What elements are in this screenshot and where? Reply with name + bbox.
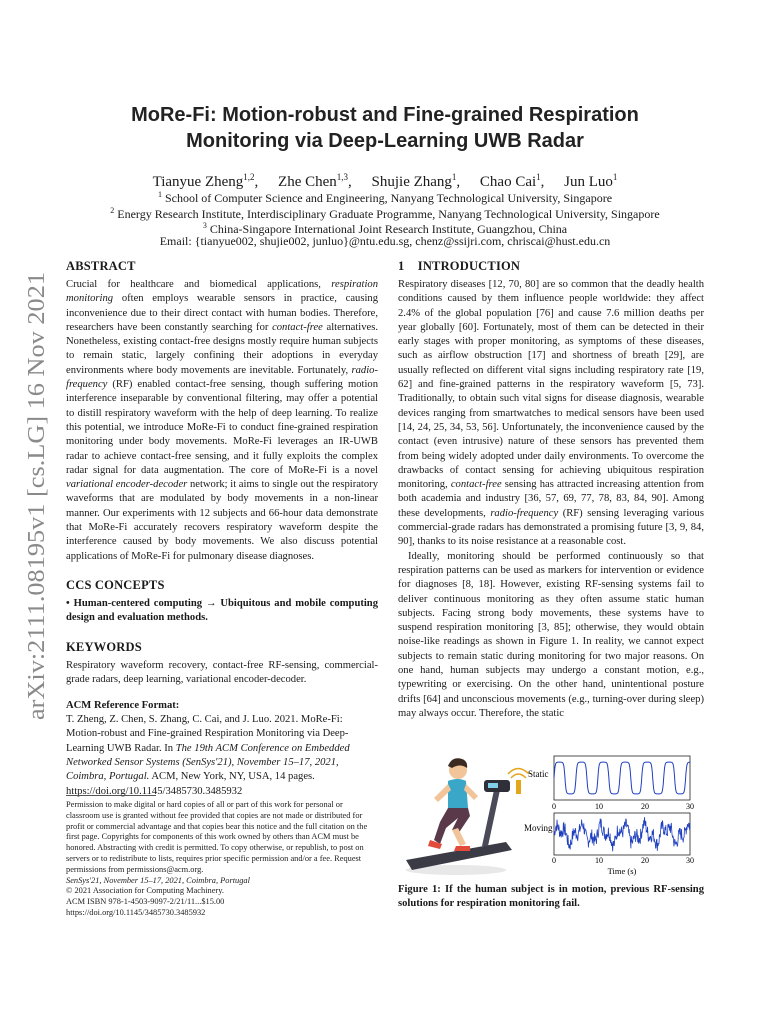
intro-paragraph-2: Ideally, monitoring should be performed continuously so that respiration patterns can be used as markers for intervention or evidence for diagnoses [8, 18]. However, existing RF-sensing systems fail to deliver continuous monitoring as they often assume static human subjects. Facing strong body movements, these systems have to suspend respiration monitoring [3, 85]; otherwise, they would obtain noise-like readings as shown in Figure 1. In reality, we cannot expect subjects to remain static during monitoring for two major reasons. On one hand, human subjects may undergo a constant motion, e.g., typewriting or exercising. On the other hand, unintentional posture drifts [64] and unconscious movements (e.g., turning-over during sleep) may always occur. Therefore, the static (398, 550, 704, 719)
text-run: often employs wearable sensors in practice, causing inconvenience due to their direct contact with human bodies. Therefore, researchers have been constantly searching for (66, 293, 378, 333)
author-name: Zhe Chen (278, 174, 337, 190)
isbn-line: ACM ISBN 978-1-4503-9097-2/21/11...$15.00 (66, 897, 225, 907)
author-affil-sup: 1,2 (243, 172, 255, 182)
figure-1-caption: Figure 1: If the human subject is in motion, previous RF-sensing solutions for respiration monitoring fail. (398, 884, 704, 909)
text-run: T. Zheng, Z. Chen, S. Zhang, C. Cai, and J. Luo. 2021. MoRe-Fi: Motion-robust and Fine-grained Respiration Monitoring via Deep-Learning UWB Radar. In (66, 714, 349, 754)
copyright-line: © 2021 Association for Computing Machinery. (66, 886, 224, 896)
affiliation-sup: 2 (110, 206, 115, 215)
x-axis-label: Time (s) (607, 866, 637, 876)
email-line: Email: {tianyue002, shujie002, junluo}@ntu.edu.sg, chenz@ssijri.com, chriscai@hust.edu.cn (159, 234, 611, 248)
runner-shoe-front (454, 846, 470, 851)
abstract-text (66, 278, 378, 564)
tick-label: 20 (641, 802, 649, 811)
author-name: Tianyue Zheng (152, 174, 244, 190)
acm-reference-heading: ACM Reference Format: (66, 700, 180, 712)
author: Shujie Zhang$^1$, (371, 172, 461, 190)
intro-paragraph-1 (398, 278, 704, 550)
affiliation-sup: 3 (202, 221, 207, 230)
runner-shin (452, 828, 466, 846)
author-affil-sup: 1,3 (336, 172, 349, 182)
affiliation-text: Energy Research Institute, Interdisciplinary Graduate Programme, Nanyang Technological University, Singapore (117, 207, 660, 221)
text-run-italic: contact-free (272, 321, 323, 333)
moving-label: Moving (524, 823, 553, 833)
paper-title (70, 102, 700, 154)
author: Tianyue Zheng$^{1,2}$, (152, 172, 259, 190)
text-run-italic: contact-free (450, 479, 502, 491)
text-run-italic: The 19th ACM Conference on Embedded Networked Sensor Systems (SenSys'21), November 15–17, 2021, Coimbra, Portugal. (66, 742, 350, 783)
tick-label: 0 (552, 802, 556, 811)
text-run-italic: respiration monitoring (66, 279, 378, 305)
text-run: (RF) sensing leveraging various commercial-grade radars has demonstrated a promising future [3, 9, 84, 90], thanks to its noise resistance at a reasonable cost. (398, 507, 704, 548)
tick-label: 0 (552, 856, 556, 865)
text-run-italic: radio-frequency (490, 507, 559, 519)
arxiv-stamp-svg (18, 268, 52, 723)
figure-1 (396, 750, 706, 880)
static-x-ticks (552, 802, 694, 811)
treadmill-runner-illustration (406, 758, 512, 875)
tick-label: 30 (686, 802, 694, 811)
affiliation-sup: 1 (157, 190, 162, 199)
ccs-concepts: • Human-centered computing → Ubiquitous and mobile computing design and evaluation methods. (66, 597, 378, 624)
text-run-italic: radio-frequency (66, 364, 378, 391)
introduction-heading: 1 INTRODUCTION (398, 259, 521, 273)
author-name: Jun Luo (564, 174, 613, 190)
figure-1-svg (396, 750, 706, 880)
radar-icon (508, 769, 529, 795)
acm-reference-text (66, 713, 378, 799)
text-run: Crucial for healthcare and biomedical applications, (66, 279, 332, 290)
tick-label: 10 (595, 802, 603, 811)
permission-notice: Permission to make digital or hard copies of all or part of this work for personal or classroom use is granted without fee provided that copies are not made or distributed for profit or commercial advantage and that copies bear this notice and the full citation on the first page. Copyrights for components of this work owned by others than ACM must be honored. Abstracting with credit is permitted. To copy otherwise, or republish, to post on servers or to redistribute to lists, requires prior specific permission and/or a fee. Request permissions from permissions@acm.org. (66, 800, 368, 874)
keywords-heading: KEYWORDS (66, 639, 142, 654)
text-run: alternatives. Nonetheless, existing contact-free designs mostly require human subjects to remain static, largely confining their adoptions in everyday environments where body movements are inevitable. Fortunately, (66, 321, 378, 376)
text-run-italic: SenSys'21, November 15–17, 2021, Coimbra, Portugal (66, 875, 250, 885)
left-column (66, 259, 378, 799)
arxiv-stamp-text: arXiv:2111.08195v1 [cs.LG] 16 Nov 2021 (24, 311, 50, 720)
author: Zhe Chen$^{1,3}$, (278, 172, 352, 190)
ccs-heading: CCS CONCEPTS (66, 577, 165, 592)
text-run: Respiratory diseases [12, 70, 80] are so common that the deadly health conditions caused by them influence people worldwide: they affect 2.4% of the global population [76] and cause 7.6 million deaths per year globally [60]. Fortunately, most of them can be detected in their early stages with proper monitoring, as symptoms of these diseases, such as airflow obstruction [17] and shortness of breath [29], are usually reflected on different vital signs including respiratory rate [19, 62] and fine-grained patterns in the respiratory waveform [5, 73]. Traditionally, to obtain such vital signs for disease diagnosis, wearable devices ranging from smartwatches to medical sensors have been used [14, 24, 25, 34, 53, 56]. Unfortunately, the inconvenience caused by the contact (even intrusive) nature of these sensors has prevented them from being widely adopted under daily environments. To overcome the drawbacks of contact sensing for achieving ubiquitous respiration monitoring, (398, 279, 704, 491)
text-run: ACM, New York, NY, USA, 14 pages. https://doi.org/10.1145/3485730.3485932 (66, 771, 315, 797)
affiliation-text: School of Computer Science and Engineering, Nanyang Technological University, Singapore (164, 191, 613, 205)
text-run: network; it aims to single out the respiratory waveforms that are modulated by body movements in a non-linear manner. Our experiments with 12 subjects and 66-hour data demonstrate that MoRe-Fi accurately recovers respiratory waveform despite the interference caused by body movements. We also discuss potential applications of MoRe-Fi for pulmonary disease diagnoses. (66, 479, 378, 562)
text-run: (RF) enabled contact-free sensing, though suffering motion interference inseparable by conventional filtering, may offer a potential to distill respiratory waveform with the help of deep learning. To realize this potential, we introduce MoRe-Fi to conduct fine-grained respiration monitoring under body movements. MoRe-Fi leverages an IR-UWB radar to achieve contact-free sensing, and it fully exploits the complex radar signal for data augmentation. The core of MoRe-Fi is a novel (66, 379, 378, 476)
runner-shirt (448, 779, 468, 810)
author-name: Chao Cai (479, 174, 537, 190)
affiliation-text: China-Singapore International Joint Research Institute, Guangzhou, China (209, 222, 568, 236)
title-line-2: Monitoring via Deep-Learning UWB Radar (186, 130, 584, 152)
treadmill-display (488, 783, 498, 788)
keywords-text: Respiratory waveform recovery, contact-free RF-sensing, commercial-grade radars, deep learning, variational encoder-decoder. (66, 659, 378, 685)
tick-label: 20 (641, 856, 649, 865)
treadmill-post (482, 790, 500, 846)
radar-wave-1 (511, 774, 526, 778)
footnote-rule (66, 795, 156, 796)
tick-label: 10 (595, 856, 603, 865)
conference-line (66, 876, 378, 887)
right-column (398, 259, 704, 721)
ccs-text (66, 597, 378, 626)
doi-line: https://doi.org/10.1145/3485730.3485932 (66, 907, 206, 917)
tick-label: 30 (686, 856, 694, 865)
runner-pants (434, 808, 470, 844)
static-waveform (554, 762, 690, 794)
arxiv-stamp (18, 268, 52, 723)
author-affil-sup: 1 (536, 172, 541, 182)
author-affil-sup: 1 (612, 172, 618, 182)
copyright-footnote (66, 800, 378, 919)
author: Chao Cai$^1$, (479, 172, 545, 190)
text-run-italic: variational encoder-decoder (66, 479, 188, 491)
moving-waveform (554, 817, 690, 851)
abstract-heading: ABSTRACT (66, 259, 136, 273)
radar-body (516, 780, 521, 794)
author-affil-sup: 1 (451, 172, 457, 182)
author-name: Shujie Zhang (371, 174, 452, 190)
title-line-1: MoRe-Fi: Motion-robust and Fine-grained Respiration (131, 104, 639, 126)
static-label: Static (528, 769, 549, 779)
moving-x-ticks (552, 856, 694, 865)
text-run: sensing has attracted increasing attention from both academia and industry [36, 57, 69, 77, 78, 83, 84, 90]. Among these developments, (398, 479, 704, 519)
radar-wave-2 (508, 769, 529, 775)
